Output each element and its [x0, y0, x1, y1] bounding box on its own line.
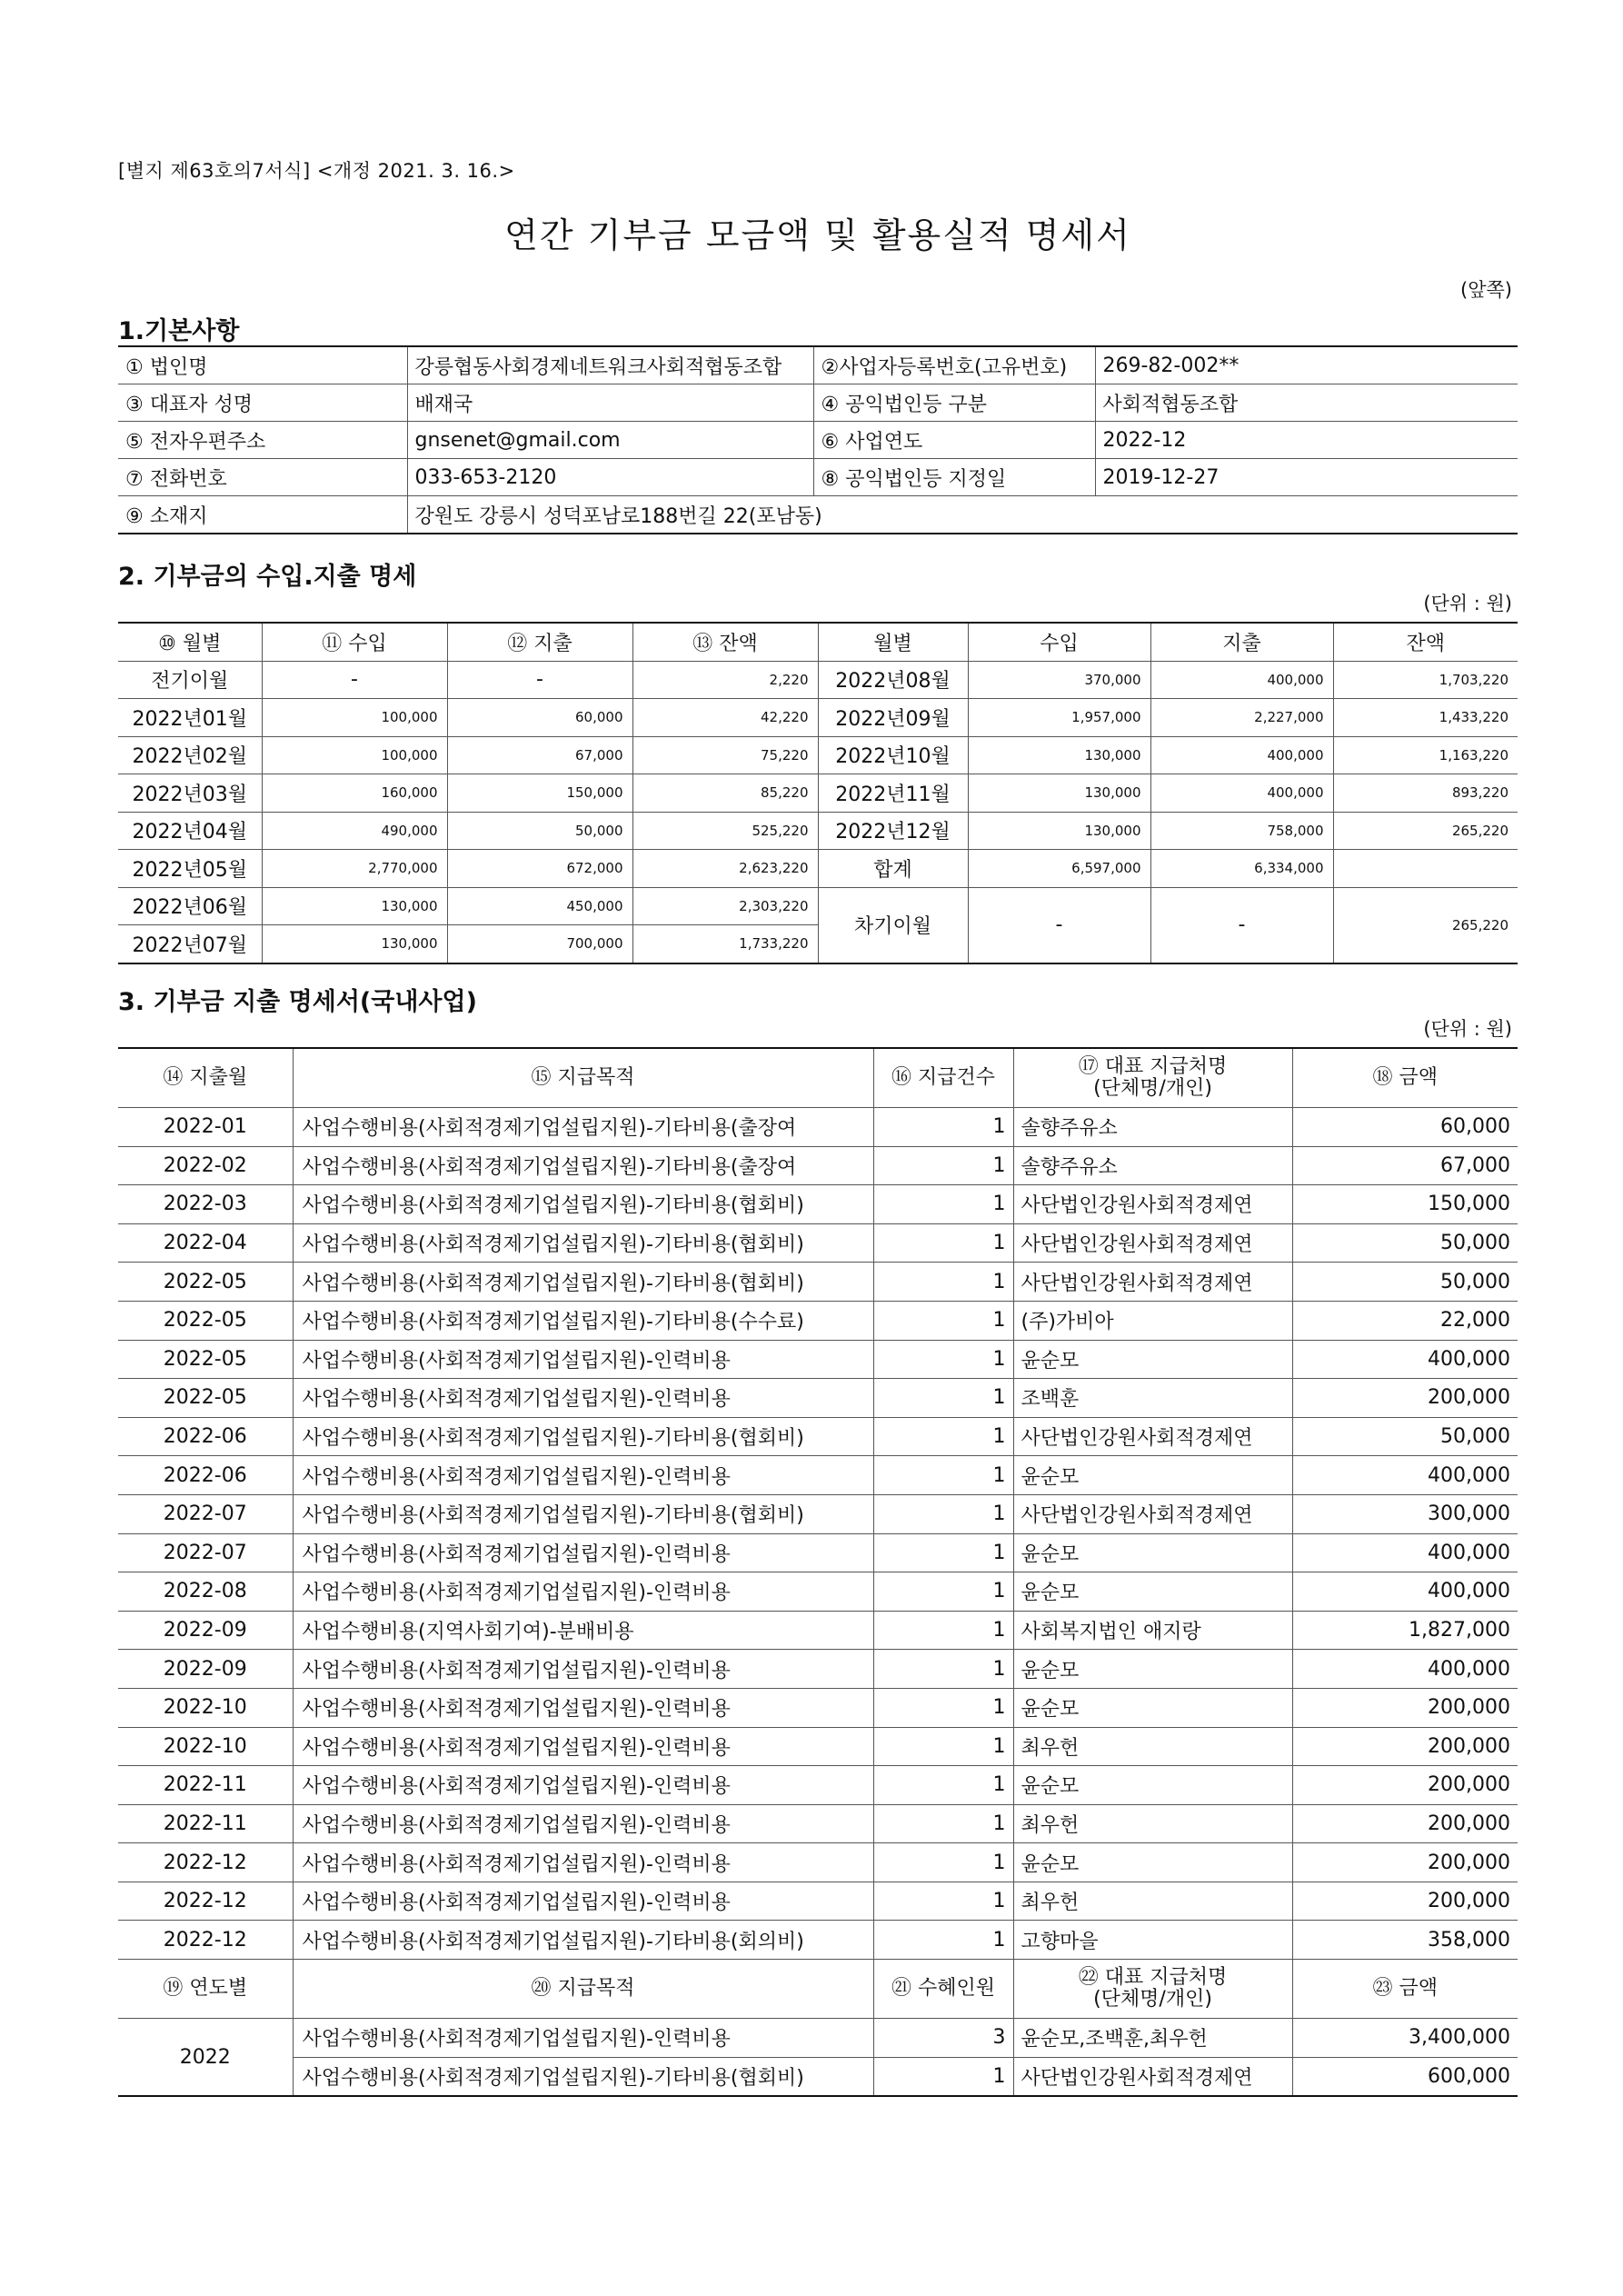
column-header: ⑯ 지급건수 — [873, 1048, 1013, 1108]
expense-table-header — [118, 1048, 1518, 1108]
payment-amount: 50,000 — [1292, 1417, 1518, 1456]
balance-cell: 85,220 — [632, 774, 818, 813]
column-header: ⑬ 잔액 — [632, 623, 818, 661]
field-label: ① 법인명 — [118, 346, 407, 384]
month-cell: 합계 — [818, 850, 968, 888]
payee-name: 윤순모 — [1013, 1843, 1292, 1882]
payee-name: 윤순모 — [1013, 1572, 1292, 1612]
column-header: ⑮ 지급목적 — [293, 1048, 873, 1108]
table-row — [118, 1456, 1518, 1495]
expense-month: 2022-10 — [118, 1727, 293, 1766]
month-cell: 2022년09월 — [818, 699, 968, 737]
payment-amount: 600,000 — [1292, 2057, 1518, 2096]
expense-month: 2022-03 — [118, 1185, 293, 1224]
table-row — [118, 1146, 1518, 1185]
income-cell: 130,000 — [968, 812, 1150, 850]
basic-info-row — [118, 384, 1518, 422]
expense-table-header — [118, 1960, 1518, 2019]
expense-month: 2022-05 — [118, 1263, 293, 1302]
payment-purpose: 사업수행비용(사회적경제기업설립지원)-기타비용(협회비) — [293, 1223, 873, 1263]
payment-purpose: 사업수행비용(지역사회기여)-분배비용 — [293, 1611, 873, 1650]
expense-cell: 400,000 — [1150, 736, 1333, 774]
payment-amount: 400,000 — [1292, 1572, 1518, 1612]
expense-cell: 672,000 — [447, 850, 632, 888]
field-label: ⑥ 사업연도 — [813, 422, 1095, 459]
payment-count: 1 — [873, 1301, 1013, 1340]
payment-count: 1 — [873, 1650, 1013, 1689]
payee-name: 최우헌 — [1013, 1727, 1292, 1766]
column-header: ㉓ 금액 — [1292, 1960, 1518, 2019]
payment-amount: 3,400,000 — [1292, 2019, 1518, 2058]
table-row — [118, 1185, 1518, 1224]
section3-title: 3. 기부금 지출 명세서(국내사업) — [118, 988, 477, 1016]
payment-purpose: 사업수행비용(사회적경제기업설립지원)-인력비용 — [293, 1340, 873, 1379]
expense-month: 2022-11 — [118, 1766, 293, 1805]
month-cell: 2022년01월 — [118, 699, 262, 737]
payment-count: 1 — [873, 1611, 1013, 1650]
beneficiary-count: 3 — [873, 2019, 1013, 2058]
payment-purpose: 사업수행비용(사회적경제기업설립지원)-기타비용(협회비) — [293, 1494, 873, 1533]
payment-amount: 200,000 — [1292, 1804, 1518, 1843]
payee-name: 사단법인강원사회적경제연 — [1013, 1417, 1292, 1456]
month-cell: 2022년07월 — [118, 925, 262, 963]
balance-cell: 265,220 — [1333, 887, 1518, 963]
balance-cell: 1,433,220 — [1333, 699, 1518, 737]
payee-name: 윤순모 — [1013, 1533, 1292, 1572]
payment-count: 1 — [873, 1223, 1013, 1263]
payee-name: 윤순모 — [1013, 1340, 1292, 1379]
payment-count: 1 — [873, 1882, 1013, 1921]
document-title: 연간 기부금 모금액 및 활용실적 명세서 — [504, 215, 1131, 255]
table-row — [118, 1533, 1518, 1572]
income-expense-row — [118, 850, 1518, 888]
payment-amount: 400,000 — [1292, 1340, 1518, 1379]
payment-count: 1 — [873, 1379, 1013, 1418]
table-row — [118, 1572, 1518, 1612]
section2-title: 2. 기부금의 수입.지출 명세 — [118, 563, 417, 591]
expense-month: 2022-12 — [118, 1921, 293, 1960]
column-header: 수입 — [968, 623, 1150, 661]
income-cell: 100,000 — [262, 736, 447, 774]
month-cell: 2022년04월 — [118, 812, 262, 850]
payee-name: 사회복지법인 애지랑 — [1013, 1611, 1292, 1650]
basic-info-row — [118, 496, 1518, 534]
payment-count: 1 — [873, 1108, 1013, 1147]
payment-amount: 300,000 — [1292, 1494, 1518, 1533]
payment-count: 1 — [873, 1340, 1013, 1379]
payee-name: 고향마을 — [1013, 1921, 1292, 1960]
basic-info-row — [118, 459, 1518, 496]
payment-amount: 400,000 — [1292, 1650, 1518, 1689]
field-value: 강릉협동사회경제네트워크사회적협동조합 — [407, 346, 813, 384]
payment-count: 1 — [873, 1456, 1013, 1495]
expense-month: 2022-09 — [118, 1611, 293, 1650]
column-header — [1013, 1960, 1292, 2019]
month-cell: 전기이월 — [118, 661, 262, 699]
payment-count: 1 — [873, 1843, 1013, 1882]
table-row — [118, 1611, 1518, 1650]
payee-name: 최우헌 — [1013, 1804, 1292, 1843]
payment-amount: 200,000 — [1292, 1843, 1518, 1882]
payment-purpose: 사업수행비용(사회적경제기업설립지원)-인력비용 — [293, 1688, 873, 1727]
balance-cell — [1333, 850, 1518, 888]
expense-month: 2022-07 — [118, 1533, 293, 1572]
balance-cell: 75,220 — [632, 736, 818, 774]
payment-purpose: 사업수행비용(사회적경제기업설립지원)-인력비용 — [293, 1804, 873, 1843]
income-cell: - — [262, 661, 447, 699]
payment-purpose: 사업수행비용(사회적경제기업설립지원)-인력비용 — [293, 1843, 873, 1882]
expense-month: 2022-12 — [118, 1843, 293, 1882]
field-label: ④ 공익법인등 구분 — [813, 384, 1095, 422]
month-cell: 차기이월 — [818, 887, 968, 963]
payee-header-line: ⑰ 대표 지급처명 — [1078, 1055, 1228, 1078]
payment-amount: 358,000 — [1292, 1921, 1518, 1960]
payment-purpose: 사업수행비용(사회적경제기업설립지원)-인력비용 — [293, 1650, 873, 1689]
income-expense-row — [118, 887, 1518, 925]
income-expense-table — [118, 622, 1518, 964]
payee-name: 윤순모 — [1013, 1766, 1292, 1805]
table-row — [118, 1301, 1518, 1340]
payment-count: 1 — [873, 1494, 1013, 1533]
income-expense-row — [118, 812, 1518, 850]
balance-cell: 893,220 — [1333, 774, 1518, 813]
payment-amount: 60,000 — [1292, 1108, 1518, 1147]
expense-month: 2022-07 — [118, 1494, 293, 1533]
income-cell: - — [968, 887, 1150, 963]
table-row — [118, 1417, 1518, 1456]
field-value: 269-82-002** — [1095, 346, 1518, 384]
payment-amount: 400,000 — [1292, 1533, 1518, 1572]
income-expense-row — [118, 699, 1518, 737]
beneficiary-count: 1 — [873, 2057, 1013, 2096]
payment-count: 1 — [873, 1417, 1013, 1456]
month-cell: 2022년05월 — [118, 850, 262, 888]
expense-cell: 67,000 — [447, 736, 632, 774]
expense-cell: 50,000 — [447, 812, 632, 850]
balance-cell: 1,163,220 — [1333, 736, 1518, 774]
field-value: gnsenet@gmail.com — [407, 422, 813, 459]
summary-row — [118, 2019, 1518, 2058]
payment-count: 1 — [873, 1146, 1013, 1185]
payment-amount: 200,000 — [1292, 1882, 1518, 1921]
field-value: 2022-12 — [1095, 422, 1518, 459]
table-row — [118, 1340, 1518, 1379]
column-header: ⑪ 수입 — [262, 623, 447, 661]
payee-name: 사단법인강원사회적경제연 — [1013, 1494, 1292, 1533]
expense-month: 2022-08 — [118, 1572, 293, 1612]
payment-count: 1 — [873, 1727, 1013, 1766]
payee-name: 사단법인강원사회적경제연 — [1013, 2057, 1292, 2096]
expense-cell: 450,000 — [447, 887, 632, 925]
table-row — [118, 1766, 1518, 1805]
balance-cell: 2,303,220 — [632, 887, 818, 925]
month-cell: 2022년10월 — [818, 736, 968, 774]
payment-purpose: 사업수행비용(사회적경제기업설립지원)-인력비용 — [293, 1882, 873, 1921]
expense-month: 2022-09 — [118, 1650, 293, 1689]
payment-purpose: 사업수행비용(사회적경제기업설립지원)-기타비용(수수료) — [293, 1301, 873, 1340]
payment-purpose: 사업수행비용(사회적경제기업설립지원)-인력비용 — [293, 1727, 873, 1766]
payee-header-subline: (단체명/개인) — [1093, 1077, 1212, 1100]
column-header: ㉑ 수혜인원 — [873, 1960, 1013, 2019]
payee-name: 사단법인강원사회적경제연 — [1013, 1263, 1292, 1302]
column-header: ⑲ 연도별 — [118, 1960, 293, 2019]
field-label: ⑨ 소재지 — [118, 496, 407, 534]
payment-amount: 200,000 — [1292, 1727, 1518, 1766]
balance-cell: 525,220 — [632, 812, 818, 850]
income-cell: 130,000 — [262, 887, 447, 925]
expense-cell: 150,000 — [447, 774, 632, 813]
table-row — [118, 1882, 1518, 1921]
field-value: 배재국 — [407, 384, 813, 422]
payee-name: 솔향주유소 — [1013, 1146, 1292, 1185]
payee-name: 윤순모 — [1013, 1650, 1292, 1689]
expense-cell: 6,334,000 — [1150, 850, 1333, 888]
table-row — [118, 1223, 1518, 1263]
payee-header-subline: (단체명/개인) — [1093, 1988, 1212, 2011]
balance-cell: 1,703,220 — [1333, 661, 1518, 699]
expense-month: 2022-05 — [118, 1379, 293, 1418]
summary-row — [118, 2057, 1518, 2096]
payment-purpose: 사업수행비용(사회적경제기업설립지원)-기타비용(협회비) — [293, 1417, 873, 1456]
income-expense-row — [118, 774, 1518, 813]
basic-info-row — [118, 346, 1518, 384]
payee-name: 윤순모 — [1013, 1688, 1292, 1727]
payment-purpose: 사업수행비용(사회적경제기업설립지원)-인력비용 — [293, 1456, 873, 1495]
income-cell: 130,000 — [968, 736, 1150, 774]
payee-header-line: ㉒ 대표 지급처명 — [1078, 1966, 1228, 1990]
income-cell: 370,000 — [968, 661, 1150, 699]
payee-name: (주)가비아 — [1013, 1301, 1292, 1340]
expense-cell: 400,000 — [1150, 661, 1333, 699]
expense-month: 2022-06 — [118, 1456, 293, 1495]
expense-cell: - — [447, 661, 632, 699]
section3-unit: (단위 : 원) — [1423, 1018, 1512, 1040]
field-value: 강원도 강릉시 성덕포남로188번길 22(포남동) — [407, 496, 1518, 534]
income-cell: 130,000 — [262, 925, 447, 963]
balance-cell: 2,220 — [632, 661, 818, 699]
payment-count: 1 — [873, 1263, 1013, 1302]
payment-purpose: 사업수행비용(사회적경제기업설립지원)-인력비용 — [293, 1533, 873, 1572]
table-row — [118, 1108, 1518, 1147]
field-label: ③ 대표자 성명 — [118, 384, 407, 422]
payee-name: 솔향주유소 — [1013, 1108, 1292, 1147]
expense-month: 2022-06 — [118, 1417, 293, 1456]
field-value: 사회적협동조합 — [1095, 384, 1518, 422]
basic-info-row — [118, 422, 1518, 459]
income-cell: 130,000 — [968, 774, 1150, 813]
month-cell: 2022년12월 — [818, 812, 968, 850]
table-row — [118, 1727, 1518, 1766]
column-header: ⑭ 지출월 — [118, 1048, 293, 1108]
payment-purpose: 사업수행비용(사회적경제기업설립지원)-인력비용 — [293, 2019, 873, 2058]
expense-month: 2022-05 — [118, 1301, 293, 1340]
payment-amount: 400,000 — [1292, 1456, 1518, 1495]
payment-amount: 1,827,000 — [1292, 1611, 1518, 1650]
field-label: ⑧ 공익법인등 지정일 — [813, 459, 1095, 496]
payee-name: 윤순모,조백훈,최우헌 — [1013, 2019, 1292, 2058]
table-row — [118, 1804, 1518, 1843]
payee-name: 사단법인강원사회적경제연 — [1013, 1223, 1292, 1263]
column-header: 월별 — [818, 623, 968, 661]
expense-month: 2022-10 — [118, 1688, 293, 1727]
payment-amount: 67,000 — [1292, 1146, 1518, 1185]
table-row — [118, 1263, 1518, 1302]
payment-purpose: 사업수행비용(사회적경제기업설립지원)-인력비용 — [293, 1572, 873, 1612]
expense-month: 2022-12 — [118, 1882, 293, 1921]
payment-amount: 200,000 — [1292, 1379, 1518, 1418]
table-row — [118, 1921, 1518, 1960]
balance-cell: 2,623,220 — [632, 850, 818, 888]
income-cell: 6,597,000 — [968, 850, 1150, 888]
month-cell: 2022년03월 — [118, 774, 262, 813]
expense-month: 2022-04 — [118, 1223, 293, 1263]
field-label: ⑦ 전화번호 — [118, 459, 407, 496]
payment-count: 1 — [873, 1804, 1013, 1843]
payment-amount: 22,000 — [1292, 1301, 1518, 1340]
column-header: ⑱ 금액 — [1292, 1048, 1518, 1108]
expense-month: 2022-01 — [118, 1108, 293, 1147]
field-label: ②사업자등록번호(고유번호) — [813, 346, 1095, 384]
income-cell: 100,000 — [262, 699, 447, 737]
payment-amount: 50,000 — [1292, 1223, 1518, 1263]
column-header: ⑩ 월별 — [118, 623, 262, 661]
payment-count: 1 — [873, 1766, 1013, 1805]
payment-purpose: 사업수행비용(사회적경제기업설립지원)-기타비용(협회비) — [293, 2057, 873, 2096]
payment-count: 1 — [873, 1185, 1013, 1224]
payee-name: 최우헌 — [1013, 1882, 1292, 1921]
field-label: ⑤ 전자우편주소 — [118, 422, 407, 459]
section1-title: 1.기본사항 — [118, 317, 240, 345]
payment-count: 1 — [873, 1921, 1013, 1960]
section2-unit: (단위 : 원) — [1423, 593, 1512, 614]
side-note: (앞쪽) — [1460, 279, 1512, 301]
column-header: 잔액 — [1333, 623, 1518, 661]
balance-cell: 42,220 — [632, 699, 818, 737]
balance-cell: 265,220 — [1333, 812, 1518, 850]
expense-cell: 758,000 — [1150, 812, 1333, 850]
balance-cell: 1,733,220 — [632, 925, 818, 963]
payment-purpose: 사업수행비용(사회적경제기업설립지원)-기타비용(출장여 — [293, 1146, 873, 1185]
expense-month: 2022-11 — [118, 1804, 293, 1843]
month-cell: 2022년06월 — [118, 887, 262, 925]
payment-count: 1 — [873, 1533, 1013, 1572]
table-row — [118, 1688, 1518, 1727]
month-cell: 2022년02월 — [118, 736, 262, 774]
payment-amount: 200,000 — [1292, 1688, 1518, 1727]
payee-name: 사단법인강원사회적경제연 — [1013, 1185, 1292, 1224]
payment-purpose: 사업수행비용(사회적경제기업설립지원)-기타비용(출장여 — [293, 1108, 873, 1147]
table-row — [118, 1843, 1518, 1882]
payment-purpose: 사업수행비용(사회적경제기업설립지원)-인력비용 — [293, 1766, 873, 1805]
summary-year: 2022 — [118, 2019, 293, 2097]
expense-cell: 60,000 — [447, 699, 632, 737]
payment-purpose: 사업수행비용(사회적경제기업설립지원)-인력비용 — [293, 1379, 873, 1418]
form-code: [별지 제63호의7서식] <개정 2021. 3. 16.> — [118, 160, 515, 182]
payment-amount: 50,000 — [1292, 1263, 1518, 1302]
field-value: 033-653-2120 — [407, 459, 813, 496]
income-cell: 160,000 — [262, 774, 447, 813]
expense-cell: - — [1150, 887, 1333, 963]
basic-info-table — [118, 345, 1518, 534]
payment-purpose: 사업수행비용(사회적경제기업설립지원)-기타비용(협회비) — [293, 1263, 873, 1302]
income-expense-row — [118, 736, 1518, 774]
payment-count: 1 — [873, 1572, 1013, 1612]
payment-count: 1 — [873, 1688, 1013, 1727]
expense-month: 2022-05 — [118, 1340, 293, 1379]
payee-name: 조백훈 — [1013, 1379, 1292, 1418]
income-cell: 2,770,000 — [262, 850, 447, 888]
month-cell: 2022년08월 — [818, 661, 968, 699]
payment-amount: 200,000 — [1292, 1766, 1518, 1805]
column-header: ⑳ 지급목적 — [293, 1960, 873, 2019]
income-expense-header — [118, 623, 1518, 661]
expense-cell: 400,000 — [1150, 774, 1333, 813]
payment-purpose: 사업수행비용(사회적경제기업설립지원)-기타비용(협회비) — [293, 1185, 873, 1224]
field-value: 2019-12-27 — [1095, 459, 1518, 496]
payee-name: 윤순모 — [1013, 1456, 1292, 1495]
payment-purpose: 사업수행비용(사회적경제기업설립지원)-기타비용(회의비) — [293, 1921, 873, 1960]
table-row — [118, 1650, 1518, 1689]
income-cell: 1,957,000 — [968, 699, 1150, 737]
column-header — [1013, 1048, 1292, 1108]
expense-month: 2022-02 — [118, 1146, 293, 1185]
donation-expense-table — [118, 1047, 1518, 2097]
column-header: ⑫ 지출 — [447, 623, 632, 661]
income-expense-row — [118, 661, 1518, 699]
column-header: 지출 — [1150, 623, 1333, 661]
expense-cell: 700,000 — [447, 925, 632, 963]
month-cell: 2022년11월 — [818, 774, 968, 813]
payment-amount: 150,000 — [1292, 1185, 1518, 1224]
table-row — [118, 1379, 1518, 1418]
expense-cell: 2,227,000 — [1150, 699, 1333, 737]
table-row — [118, 1494, 1518, 1533]
income-cell: 490,000 — [262, 812, 447, 850]
